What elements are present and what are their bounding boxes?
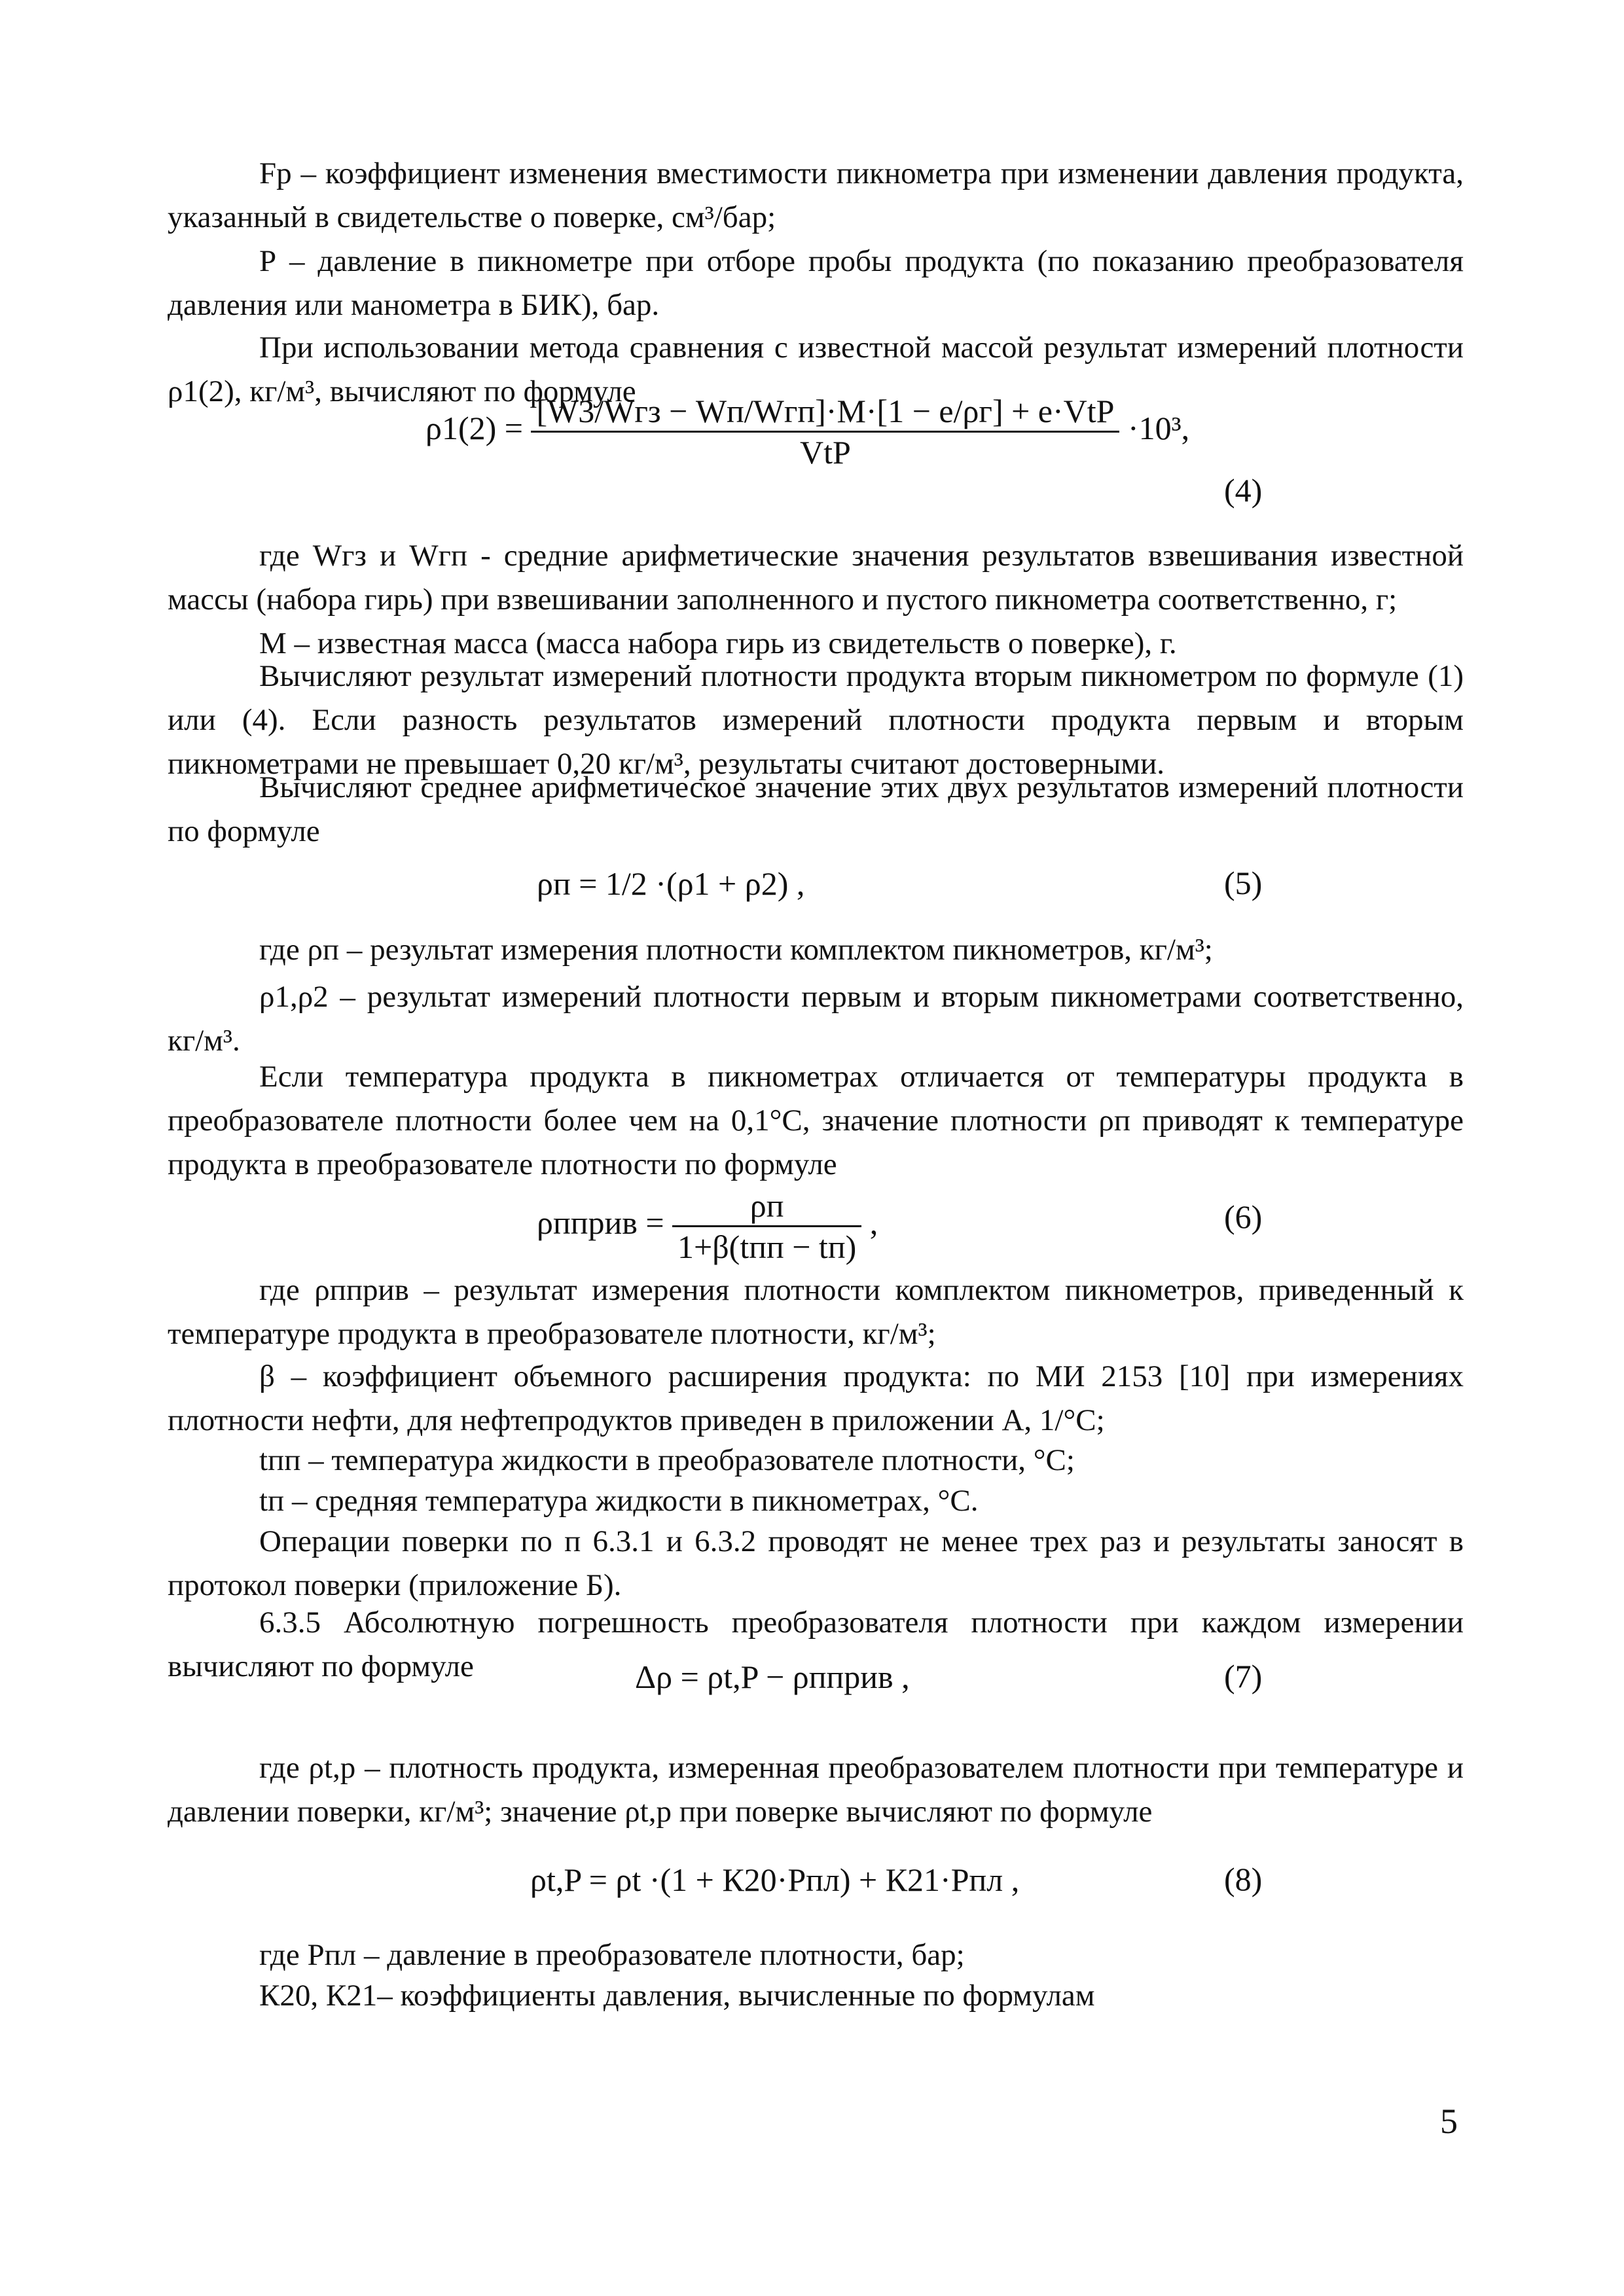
- paragraph-second-pycnometer: Вычисляют результат измерений плотности продукта вторым пикнометром по формуле (1) или (4). Если разность результатов измерений плотности продукта первым и вторым пикнометрами не превышает 0,20 кг/м³, результаты считают достоверными.: [168, 659, 1464, 781]
- formula-8: ρt,P = ρt ·(1 + К20·Pпл) + К21·Pпл ,: [530, 1861, 1020, 1898]
- paragraph-635-error: 6.3.5 Абсолютную погрешность преобразователя плотности при каждом измерении вычисляют по формуле: [168, 1605, 1464, 1683]
- paragraph-tp-definition: tп – средняя температура жидкости в пикнометрах, °С.: [259, 1484, 979, 1518]
- formula-4-lhs: ρ1(2) =: [425, 409, 523, 446]
- formula-6: [537, 1186, 878, 1266]
- formula-6-tail: ,: [869, 1204, 878, 1241]
- paragraph-repeat-operations: Операции поверки по п 6.3.1 и 6.3.2 проводят не менее трех раз и результаты заносят в протокол поверки (приложение Б).: [168, 1524, 1464, 1602]
- paragraph-k20-k21-definition: К20, К21– коэффициенты давления, вычисленные по формулам: [259, 1979, 1095, 2013]
- equation-number-6: (6): [1224, 1198, 1263, 1235]
- equation-number-7: (7): [1224, 1658, 1263, 1695]
- formula-5: ρп = 1/2 ·(ρ1 + ρ2) ,: [537, 865, 805, 902]
- paragraph-rho-p-definition: где ρп – результат измерения плотности комплектом пикнометров, кг/м³;: [259, 933, 1213, 967]
- formula-4: [425, 391, 1189, 472]
- paragraph-beta-definition: β – коэффициент объемного расширения продукта: по МИ 2153 [10] при измерениях плотности нефти, для нефтепродуктов приведен в приложении А, 1/°С;: [168, 1359, 1464, 1437]
- equation-number-5: (5): [1224, 865, 1263, 901]
- paragraph-rho-pprived-definition: где ρпприв – результат измерения плотности комплектом пикнометров, приведенный к температуре продукта в преобразователе плотности, кг/м³;: [168, 1273, 1464, 1351]
- page-number: 5: [1440, 2102, 1458, 2141]
- paragraph-p-definition: Р – давление в пикнометре при отборе пробы продукта (по показанию преобразователя давления или манометра в БИК), бар.: [168, 244, 1464, 322]
- paragraph-fp-definition: Fр – коэффициент изменения вместимости пикнометра при изменении давления продукта, указанный в свидетельстве о поверке, см³/бар;: [168, 156, 1464, 234]
- formula-4-tail: ·10³,: [1127, 409, 1190, 446]
- paragraph-rho-tp-definition: где ρt,p – плотность продукта, измеренная преобразователем плотности при температуре и давлении поверки, кг/м³; значение ρt,p при поверке вычисляют по формуле: [168, 1751, 1464, 1829]
- paragraph-m-definition: М – известная масса (масса набора гирь из свидетельств о поверке), г.: [259, 626, 1177, 660]
- formula-6-numerator: ρп: [672, 1186, 861, 1227]
- formula-4-fraction: [531, 391, 1119, 472]
- paragraph-method-intro: При использовании метода сравнения с известной массой результат измерений плотности ρ1(2), кг/м³, вычисляют по формуле: [168, 331, 1464, 408]
- formula-6-lhs: ρпприв =: [537, 1204, 664, 1241]
- formula-4-denominator: VtP: [800, 434, 851, 471]
- equation-number-4: (4): [1224, 472, 1263, 509]
- formula-7: Δρ = ρt,P − ρпприв ,: [635, 1659, 910, 1695]
- formula-6-fraction: [672, 1186, 861, 1266]
- formula-6-denominator: 1+β(tпп − tп): [677, 1229, 857, 1265]
- paragraph-tpp-definition: tпп – температура жидкости в преобразователе плотности, °С;: [259, 1443, 1075, 1477]
- formula-4-numerator: [W3/Wгз − Wп/Wгп]·M·[1 − e/ρг] + e·VtP: [531, 391, 1119, 433]
- paragraph-wgz-definition: где Wгз и Wгп - средние арифметические значения результатов взвешивания известной массы (набора гирь) при взвешивании заполненного и пустого пикнометра соответственно, г;: [168, 539, 1464, 617]
- paragraph-rho1-rho2-definition: ρ1,ρ2 – результат измерений плотности первым и вторым пикнометрами соответственно, кг/м³.: [168, 980, 1464, 1058]
- equation-number-8: (8): [1224, 1861, 1263, 1897]
- paragraph-ppl-definition: где Рпл – давление в преобразователе плотности, бар;: [259, 1938, 965, 1972]
- paragraph-mean-intro: Вычисляют среднее арифметическое значение этих двух результатов измерений плотности по формуле: [168, 770, 1464, 848]
- paragraph-temperature-correction: Если температура продукта в пикнометрах отличается от температуры продукта в преобразователе плотности более чем на 0,1°С, значение плотности ρп приводят к температуре продукта в преобразователе плотности по формуле: [168, 1060, 1464, 1181]
